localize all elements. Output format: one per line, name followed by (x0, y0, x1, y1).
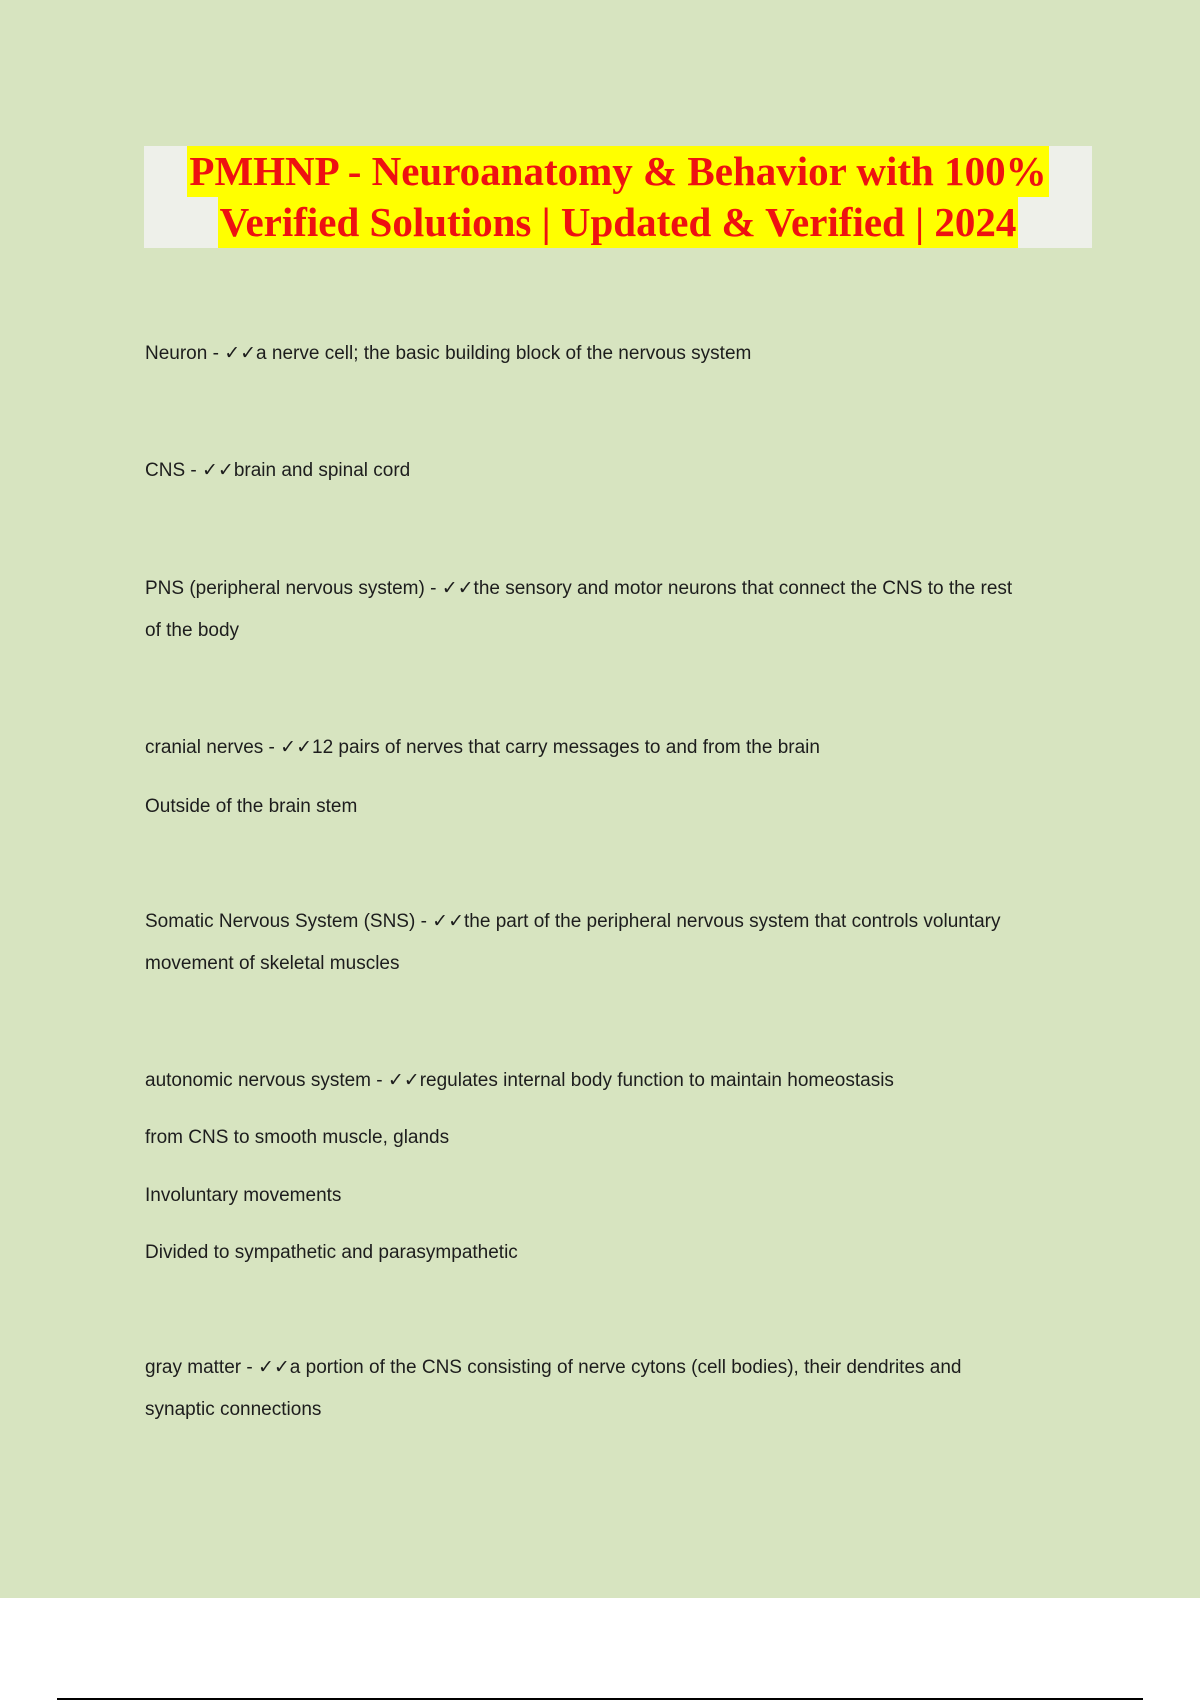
entry-cns-line-1: CNS - ✓✓brain and spinal cord (145, 460, 411, 481)
entry-somatic-line-1: Somatic Nervous System (SNS) - ✓✓the part of the peripheral nervous system that controls voluntary (145, 911, 1001, 932)
entry-autonomic-line-4: Divided to sympathetic and parasympathetic (145, 1242, 518, 1263)
entry-pns-line-2: of the body (145, 620, 240, 641)
entry-pns-line-1: PNS (peripheral nervous system) - ✓✓the sensory and motor neurons that connect the CNS to the rest (145, 578, 1013, 599)
entry-somatic-line-2: movement of skeletal muscles (145, 953, 400, 974)
entry-autonomic-line-3: Involuntary movements (145, 1185, 342, 1206)
document-title-line-2: Verified Solutions | Updated & Verified | 2024 (218, 197, 1019, 248)
entry-neuron-line-1: Neuron - ✓✓a nerve cell; the basic building block of the nervous system (145, 343, 752, 364)
document-title-line-1: PMHNP - Neuroanatomy & Behavior with 100% (187, 146, 1048, 197)
entry-cranial-nerves-line-1: cranial nerves - ✓✓12 pairs of nerves that carry messages to and from the brain (145, 737, 820, 758)
entry-autonomic-line-1: autonomic nervous system - ✓✓regulates internal body function to maintain homeostasis (145, 1070, 894, 1091)
entry-gray-matter-line-1: gray matter - ✓✓a portion of the CNS consisting of nerve cytons (cell bodies), their dendrites and (145, 1357, 962, 1378)
entry-gray-matter-line-2: synaptic connections (145, 1399, 322, 1420)
title-block (144, 146, 1092, 248)
entry-cranial-nerves-line-2: Outside of the brain stem (145, 796, 358, 817)
entry-autonomic-line-2: from CNS to smooth muscle, glands (145, 1127, 450, 1148)
